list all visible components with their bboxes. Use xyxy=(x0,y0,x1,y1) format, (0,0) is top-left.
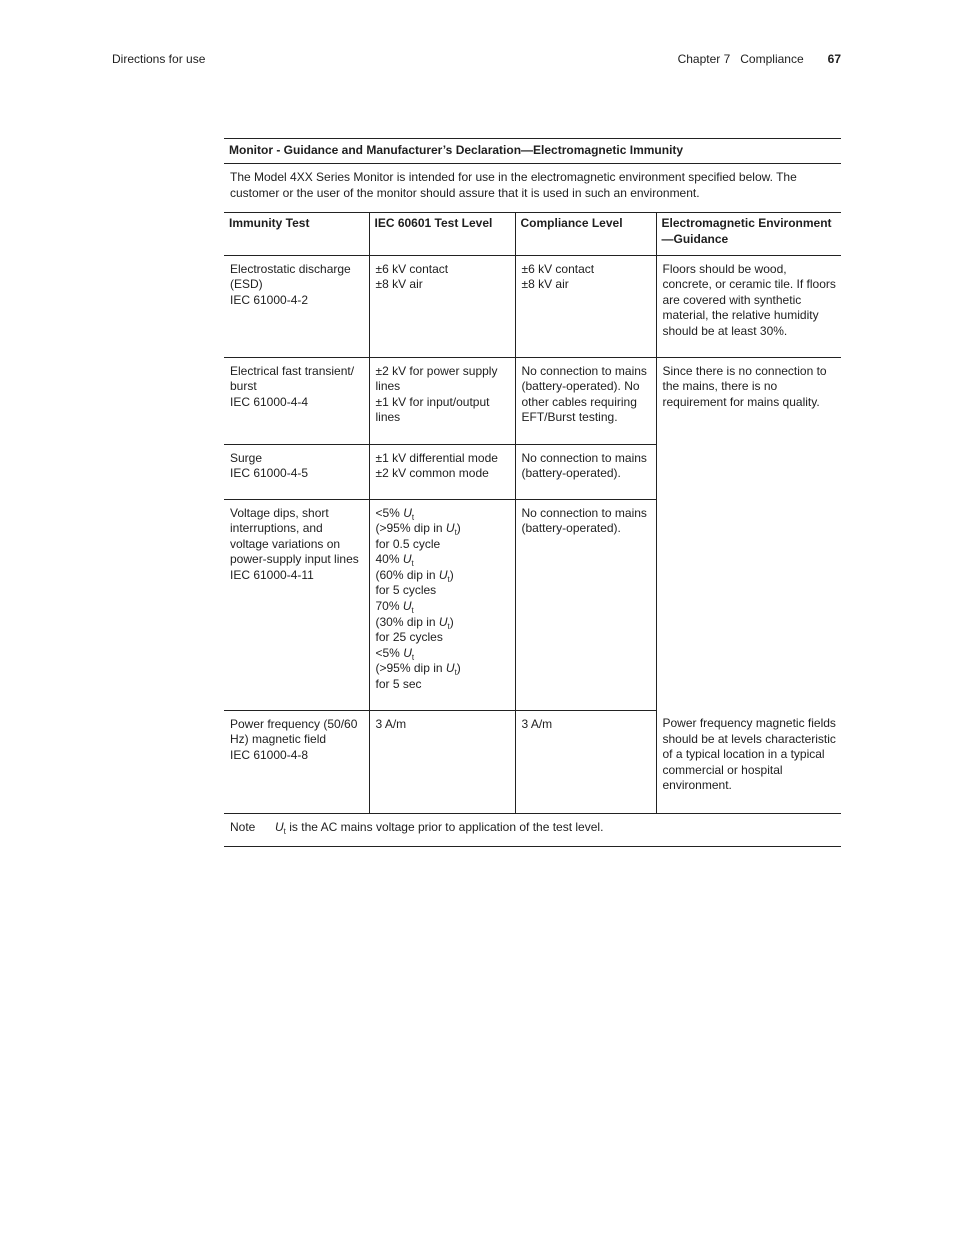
ut-symbol: U xyxy=(438,614,448,629)
text-line: ±2 kV common mode xyxy=(375,466,489,481)
text-line xyxy=(376,615,510,631)
text-fragment: ) xyxy=(449,614,454,629)
text-line: ±6 kV contact xyxy=(375,261,449,276)
text-line: ±8 kV air xyxy=(375,277,423,292)
text-line: IEC 61000-4-5 xyxy=(230,466,309,481)
text-line xyxy=(376,521,510,537)
col-em-guidance: Electromagnetic Environment—Guidance xyxy=(656,213,841,255)
cell-compliance: No connection to mains (battery-operated). xyxy=(515,444,656,499)
text-line: ±6 kV contact xyxy=(521,261,595,276)
cell-test xyxy=(224,499,369,710)
cell-guidance: Since there is no connection to the mains, there is no requirement for mains quality. xyxy=(656,357,841,710)
text-line: burst xyxy=(230,379,257,394)
note-body: is the AC mains voltage prior to application of the test level. xyxy=(285,819,604,834)
table-row xyxy=(224,357,841,444)
text-fragment: ) xyxy=(456,661,461,676)
text-line: Surge xyxy=(230,450,263,465)
ut-symbol: U xyxy=(403,505,412,520)
text-line: Hz) magnetic field xyxy=(230,732,327,747)
text-line: IEC 61000-4-11 xyxy=(230,567,314,582)
text-line: Electrical fast transient/ xyxy=(230,363,355,378)
table-row xyxy=(224,710,841,813)
ut-symbol: U xyxy=(438,567,448,582)
table-title: Monitor - Guidance and Manufacturer’s Declaration—Electromagnetic Immunity xyxy=(224,138,841,164)
chapter-heading xyxy=(678,52,841,66)
page-number: 67 xyxy=(827,52,841,66)
ut-subscript: t xyxy=(411,512,415,522)
ut-symbol: U xyxy=(445,661,455,676)
text-fragment: ) xyxy=(456,521,461,536)
cell-level xyxy=(369,444,515,499)
text-fragment: 40% xyxy=(375,552,403,567)
cell-compliance: No connection to mains (battery-operated). No other cables requiring EFT/Burst testing. xyxy=(515,357,656,444)
text-line xyxy=(376,677,510,693)
text-line: Electrostatic discharge xyxy=(230,261,351,276)
ut-subscript: t xyxy=(411,606,414,616)
emc-immunity-table xyxy=(224,138,841,847)
text-line xyxy=(376,537,510,553)
text-fragment: (30% dip in xyxy=(375,614,439,629)
text-line: lines xyxy=(375,410,401,425)
ut-subscript: t xyxy=(283,826,286,836)
ut-symbol: U xyxy=(403,645,412,660)
ut-subscript: t xyxy=(447,621,450,631)
cell-compliance: No connection to mains (battery-operated). xyxy=(515,499,656,710)
cell-compliance: 3 A/m xyxy=(515,710,656,813)
text-fragment: for 25 cycles xyxy=(375,630,443,645)
table-intro: The Model 4XX Series Monitor is intended for use in the electromagnetic environment specified below. The customer or the user of the monitor should assure that it is used in such an environment. xyxy=(224,164,841,213)
text-line xyxy=(376,630,510,646)
text-line: Power frequency (50/60 xyxy=(230,716,358,731)
immunity-grid xyxy=(224,213,841,814)
page-header xyxy=(112,52,841,70)
col-immunity-test: Immunity Test xyxy=(224,213,369,255)
text-line xyxy=(376,552,510,568)
text-line xyxy=(376,568,510,584)
text-line: ±2 kV for power supply xyxy=(375,363,498,378)
text-fragment: <5% xyxy=(375,645,404,660)
text-fragment: <5% xyxy=(375,505,404,520)
text-fragment: 70% xyxy=(375,599,403,614)
text-fragment: ) xyxy=(449,567,454,582)
text-fragment: for 0.5 cycle xyxy=(375,536,441,551)
cell-level xyxy=(369,499,515,710)
chapter-label: Chapter 7 Compliance xyxy=(677,52,804,66)
ut-symbol: U xyxy=(402,599,412,614)
text-line xyxy=(376,599,510,615)
cell-level xyxy=(369,357,515,444)
cell-test xyxy=(224,444,369,499)
text-fragment: (>95% dip in xyxy=(375,521,446,536)
text-fragment: (>95% dip in xyxy=(375,661,446,676)
table-row xyxy=(224,255,841,357)
header-row xyxy=(224,213,841,255)
cell-guidance: Power frequency magnetic fields should be at levels characteristic of a typical location in a typical commercial or hospital environment. xyxy=(656,710,841,813)
text-line xyxy=(376,646,510,662)
text-fragment: for 5 cycles xyxy=(375,583,437,598)
cell-level: 3 A/m xyxy=(369,710,515,813)
cell-test xyxy=(224,255,369,357)
ut-symbol: U xyxy=(275,819,284,834)
text-fragment: for 5 sec xyxy=(375,677,422,692)
cell-level xyxy=(369,255,515,357)
text-block: Voltage dips, short interruptions, and voltage variations on power-supply input lines xyxy=(230,505,359,567)
text-line: IEC 61000-4-4 xyxy=(230,394,309,409)
note-text xyxy=(275,820,603,834)
cell-compliance xyxy=(515,255,656,357)
ut-subscript: t xyxy=(454,528,457,538)
text-line xyxy=(376,661,510,677)
text-line: (ESD) xyxy=(230,277,263,292)
text-line xyxy=(376,506,510,522)
ut-subscript: t xyxy=(447,574,450,584)
text-line xyxy=(376,583,510,599)
note-label: Note xyxy=(230,819,256,834)
text-line: lines xyxy=(375,379,401,394)
cell-test xyxy=(224,357,369,444)
text-line: ±8 kV air xyxy=(521,277,569,292)
text-line: ±1 kV for input/output xyxy=(375,394,490,409)
text-fragment: (60% dip in xyxy=(375,567,439,582)
table-note xyxy=(224,814,841,847)
col-iec-test-level: IEC 60601 Test Level xyxy=(369,213,515,255)
cell-test xyxy=(224,710,369,813)
cell-guidance: Floors should be wood, concrete, or ceramic tile. If floors are covered with synthetic material, the relative humidity should be at least 30%. xyxy=(656,255,841,357)
ut-symbol: U xyxy=(445,521,455,536)
ut-subscript: t xyxy=(411,559,414,569)
ut-subscript: t xyxy=(454,668,457,678)
col-compliance-level: Compliance Level xyxy=(515,213,656,255)
ut-subscript: t xyxy=(411,652,415,662)
text-line: ±1 kV differential mode xyxy=(375,450,498,465)
text-line: IEC 61000-4-8 xyxy=(230,747,309,762)
ut-symbol: U xyxy=(402,552,412,567)
text-line: IEC 61000-4-2 xyxy=(230,292,309,307)
document-title: Directions for use xyxy=(112,52,206,66)
